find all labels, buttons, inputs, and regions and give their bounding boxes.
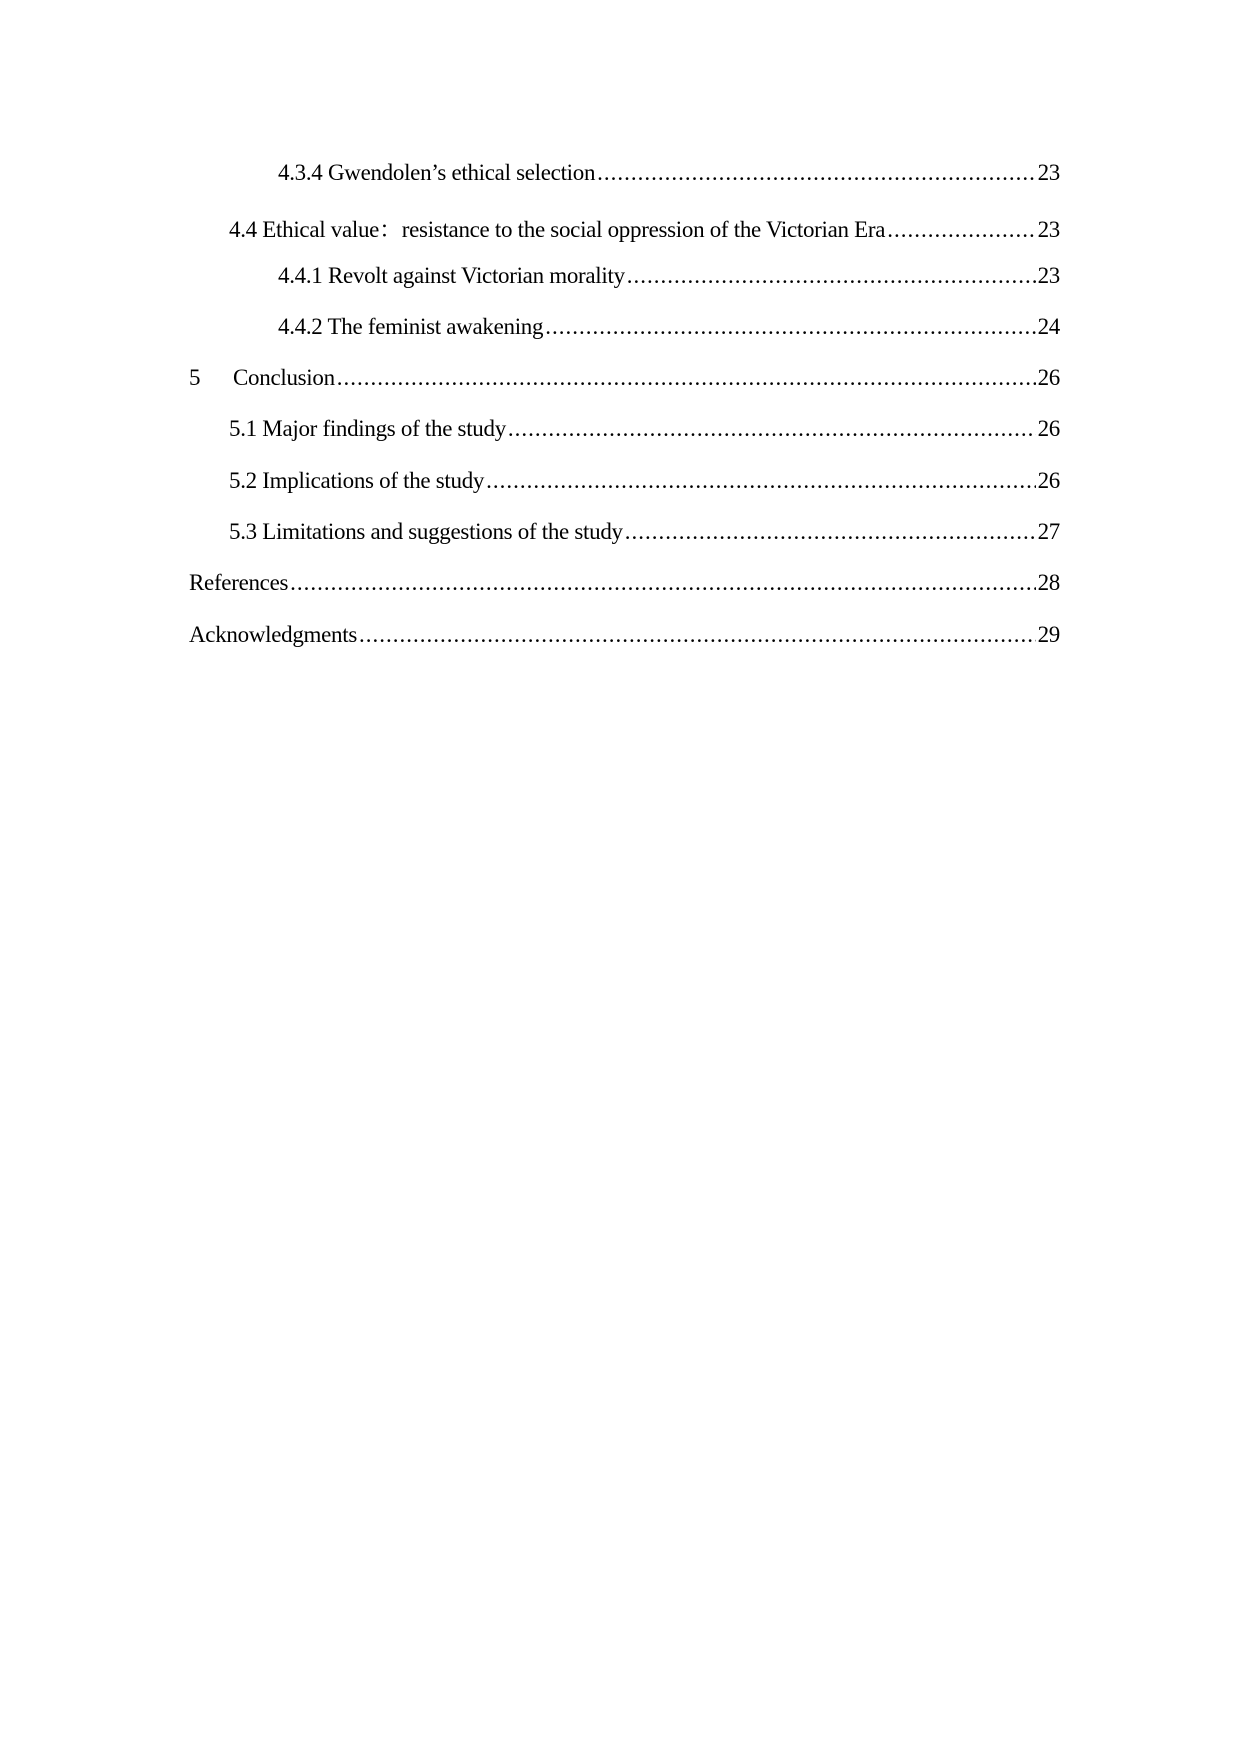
toc-entry-page: 26 bbox=[1037, 416, 1060, 442]
dot-leader bbox=[887, 217, 1035, 243]
toc-entry-title: 4.4.2 The feminist awakening bbox=[278, 313, 544, 339]
toc-entry-title: Conclusion bbox=[233, 365, 335, 391]
toc-entry[interactable] bbox=[189, 622, 1060, 673]
toc-entry-page: 27 bbox=[1037, 519, 1060, 545]
toc-entry-title: Acknowledgments bbox=[189, 621, 357, 647]
toc-entry[interactable] bbox=[189, 365, 1060, 416]
dot-leader bbox=[290, 570, 1035, 596]
toc-entry-title: References bbox=[189, 570, 289, 596]
toc-entry-page: 28 bbox=[1037, 570, 1060, 596]
toc-entry-page: 23 bbox=[1037, 160, 1060, 185]
toc-chapter-number: 5 bbox=[189, 365, 201, 391]
toc-entry-page: 26 bbox=[1037, 467, 1060, 493]
dot-leader bbox=[627, 263, 1036, 289]
dot-leader bbox=[597, 160, 1035, 186]
toc-entry-page: 24 bbox=[1037, 313, 1060, 339]
toc-entry[interactable] bbox=[189, 211, 1060, 262]
toc-entry-title: 4.4.1 Revolt against Victorian morality bbox=[278, 262, 625, 288]
table-of-contents bbox=[189, 160, 1060, 673]
toc-entry-title: 4.4 Ethical value：resistance to the social oppression of the Victorian Era bbox=[229, 217, 886, 243]
toc-entry[interactable] bbox=[189, 519, 1060, 570]
toc-entry-title: 5.2 Implications of the study bbox=[229, 467, 485, 493]
toc-entry[interactable] bbox=[189, 570, 1060, 621]
toc-entry[interactable] bbox=[189, 468, 1060, 519]
dot-leader bbox=[337, 365, 1036, 391]
toc-entry[interactable] bbox=[189, 416, 1060, 467]
toc-entry[interactable] bbox=[189, 160, 1060, 211]
toc-entry-title: 5.1 Major findings of the study bbox=[229, 416, 506, 442]
toc-entry-page: 23 bbox=[1037, 262, 1060, 288]
dot-leader bbox=[508, 416, 1036, 442]
toc-entry-title: 4.3.4 Gwendolen’s ethical selection bbox=[278, 160, 596, 185]
toc-entry-title: 5.3 Limitations and suggestions of the study bbox=[229, 519, 623, 545]
toc-entry[interactable] bbox=[189, 314, 1060, 365]
toc-entry-page: 29 bbox=[1037, 621, 1060, 647]
dot-leader bbox=[545, 314, 1035, 340]
toc-entry[interactable] bbox=[189, 263, 1060, 314]
dot-leader bbox=[486, 468, 1035, 494]
dot-leader bbox=[359, 622, 1036, 648]
toc-entry-page: 23 bbox=[1037, 217, 1060, 243]
dot-leader bbox=[625, 519, 1036, 545]
toc-entry-page: 26 bbox=[1037, 365, 1060, 391]
